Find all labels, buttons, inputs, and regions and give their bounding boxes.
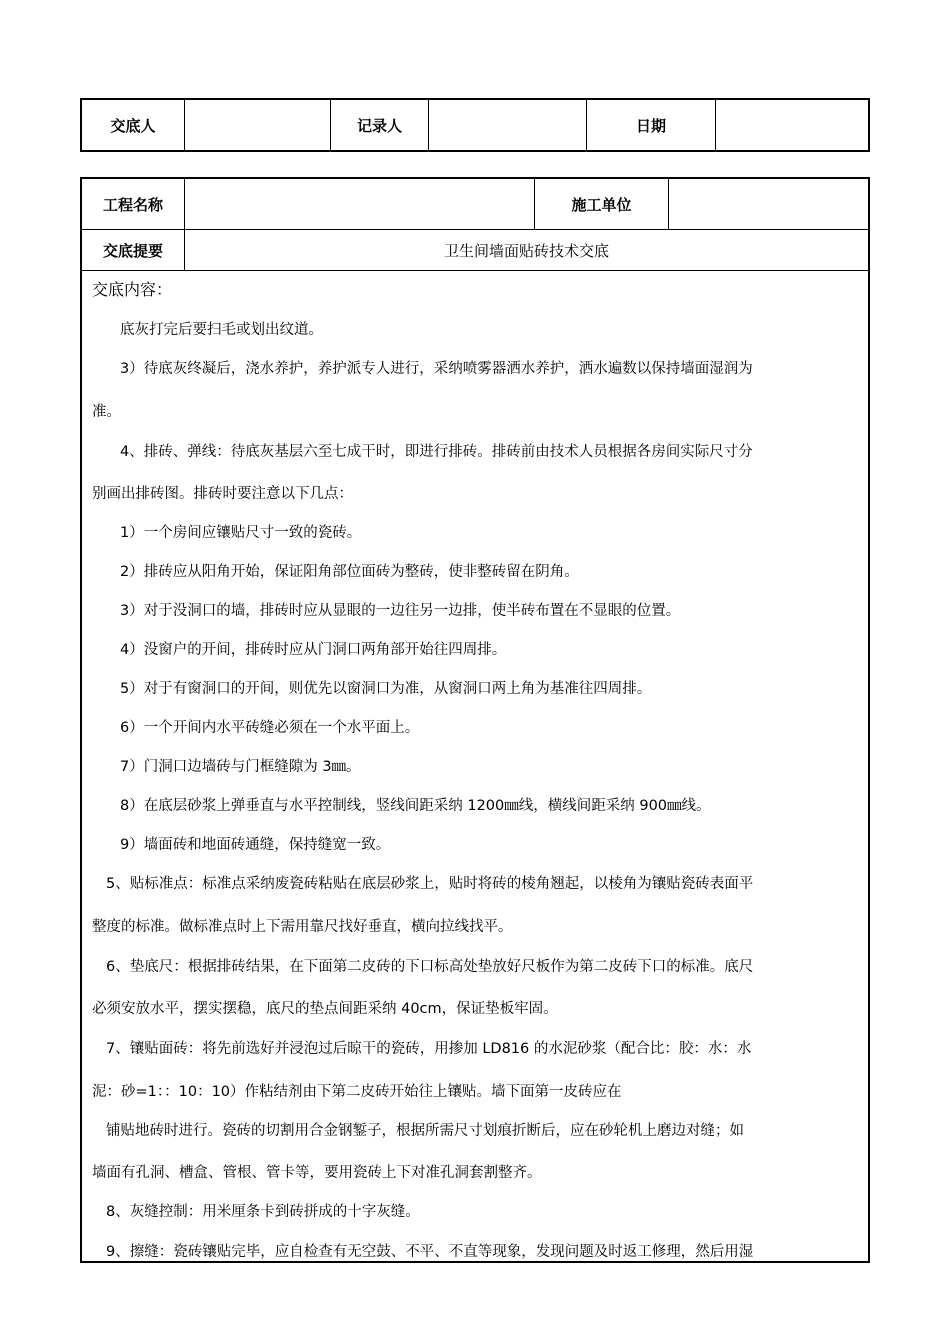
summary-label: 交底提要: [81, 230, 185, 271]
presenter-label: 交底人: [81, 99, 185, 151]
content-line: 5）对于有窗洞口的开间，则优先以窗洞口为准，从窗洞口两上角为基准往四周排。: [120, 681, 652, 697]
content-line: 必须安放水平，摆实摆稳，底尺的垫点间距采纳 40cm，保证垫板牢固。: [92, 1001, 558, 1017]
content-heading: 交底内容：: [92, 280, 173, 299]
recorder-field[interactable]: [429, 99, 587, 151]
content-line: 7）门洞口边墙砖与门框缝隙为 3㎜。: [120, 759, 361, 775]
presenter-field[interactable]: [185, 99, 331, 151]
content-line: 9、擦缝：瓷砖镶贴完毕，应自检查有无空鼓、不平、不直等现象，发现问题及时返工修理，然后用湿: [106, 1244, 754, 1260]
content-line: 6、垫底尺：根据排砖结果，在下面第二皮砖的下口标高处垫放好尺板作为第二皮砖下口的标准。底尺: [106, 959, 754, 975]
content-line: 别画出排砖图。排砖时要注意以下几点：: [92, 486, 353, 502]
content-line: 9）墙面砖和地面砖通缝，保持缝宽一致。: [120, 837, 391, 853]
contractor-field[interactable]: [669, 178, 870, 230]
content-line: 3）待底灰终凝后，浇水养护，养护派专人进行，采纳喷雾器洒水养护，洒水遍数以保持墙面湿润为: [120, 361, 753, 377]
contractor-label: 施工单位: [535, 178, 669, 230]
content-line: 7、镶贴面砖：将先前选好并浸泡过后晾干的瓷砖，用掺加 LD816 的水泥砂浆（配合比：胶：水：水: [106, 1041, 752, 1057]
content-line: 铺贴地砖时进行。瓷砖的切割用合金钢錾子，根据所需尺寸划痕折断后，应在砂轮机上磨边对缝；如: [106, 1123, 744, 1139]
disclosure-table: [80, 177, 870, 1263]
content-cell: [81, 271, 869, 1263]
summary-value: 卫生间墙面贴砖技术交底: [185, 230, 870, 271]
content-line: 8、灰缝控制：用米厘条卡到砖拼成的十字灰缝。: [106, 1204, 420, 1220]
content-line: 准。: [92, 404, 121, 420]
project-name-label: 工程名称: [81, 178, 185, 230]
content-line: 整度的标准。做标准点时上下需用靠尺找好垂直，横向拉线找平。: [92, 919, 513, 935]
content-line: 4）没窗户的开间，排砖时应从门洞口两角部开始往四周排。: [120, 642, 507, 658]
content-body: [82, 318, 868, 1261]
content-line: 泥：砂=1：：10：10）作粘结剂由下第二皮砖开始往上镶贴。墙下面第一皮砖应在: [92, 1084, 622, 1100]
content-line: 4、排砖、弹线：待底灰基层六至七成干时，即进行排砖。排砖前由技术人员根据各房间实际尺寸分: [120, 444, 753, 460]
content-line: 底灰打完后要扫毛或划出纹道。: [120, 322, 323, 338]
project-name-field[interactable]: [185, 178, 535, 230]
recorder-label: 记录人: [331, 99, 429, 151]
content-line: 3）对于没洞口的墙，排砖时应从显眼的一边往另一边排，使半砖布置在不显眼的位置。: [120, 603, 681, 619]
content-line: 墙面有孔洞、槽盒、管根、管卡等，要用瓷砖上下对准孔洞套割整齐。: [92, 1165, 542, 1181]
sign-off-table: [80, 98, 870, 152]
content-line: 6）一个开间内水平砖缝必须在一个水平面上。: [120, 720, 420, 736]
content-line: 8）在底层砂浆上弹垂直与水平控制线，竖线间距采纳 1200㎜线，横线间距采纳 900㎜线。: [120, 798, 711, 814]
date-label: 日期: [587, 99, 716, 151]
date-field[interactable]: [716, 99, 870, 151]
content-line: 2）排砖应从阳角开始，保证阳角部位面砖为整砖，使非整砖留在阴角。: [120, 564, 579, 580]
content-line: 1）一个房间应镶贴尺寸一致的瓷砖。: [120, 525, 362, 541]
content-line: 5、贴标准点：标准点采纳废瓷砖粘贴在底层砂浆上，贴时将砖的棱角翘起，以棱角为镶贴瓷砖表面平: [106, 876, 754, 892]
